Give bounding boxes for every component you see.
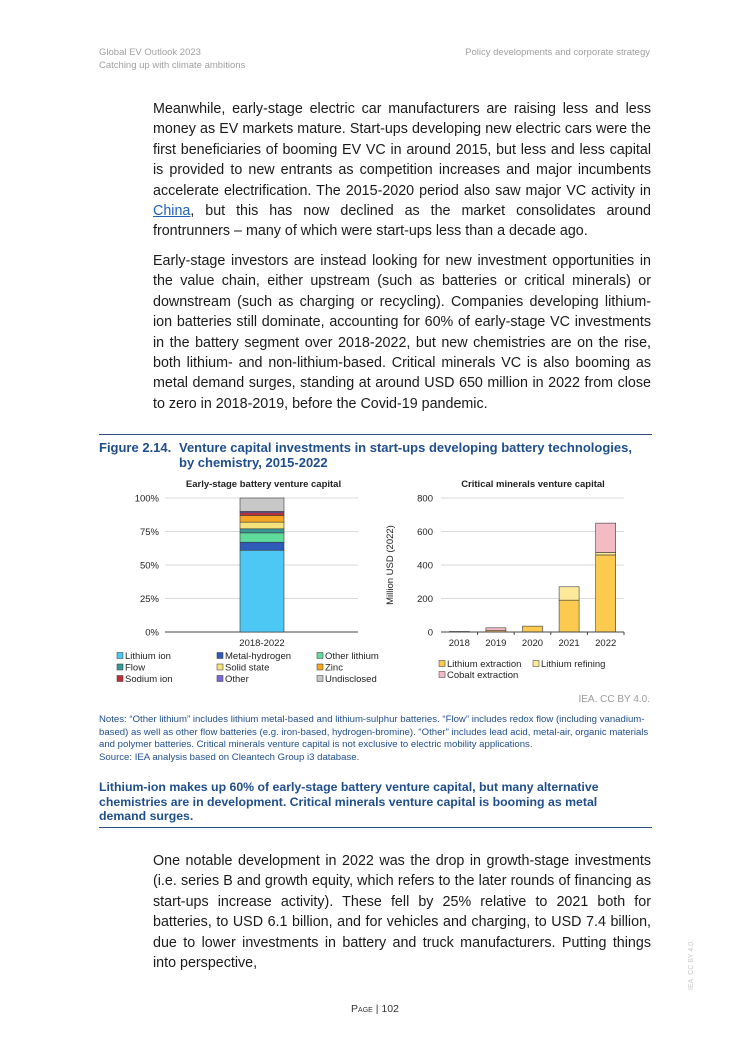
chart1-ytick-label: 75% [139, 527, 159, 538]
page-number [0, 1003, 750, 1015]
chart1-xtick-label: 2018-2022 [239, 638, 285, 649]
chart1-legend-swatch [217, 653, 223, 659]
figure-credit: IEA. CC BY 4.0. [578, 694, 650, 705]
paragraph-1 [153, 99, 651, 242]
chart2-legend-label: Cobalt extraction [447, 670, 519, 681]
header-section: Policy developments and corporate strategy [465, 47, 650, 58]
chart1-legend-label: Sodium ion [125, 674, 173, 685]
page-label: Page [351, 1003, 373, 1015]
chart1-ytick-label: 25% [139, 594, 159, 605]
chart1-title: Early-stage battery venture capital [185, 479, 342, 490]
chart1-bar-segment [240, 513, 284, 516]
chart2-bar-segment [596, 552, 616, 555]
chart2-ytick-label: 600 [417, 527, 433, 538]
chart1-legend-swatch [117, 676, 123, 682]
chart1-bar-segment [240, 515, 284, 522]
figure-bottom-rule [99, 827, 652, 828]
chart1-bar-segment [240, 498, 284, 511]
chart2-ytick-label: 0 [427, 627, 433, 639]
side-credit: IEA. CC BY 4.0. [688, 939, 695, 990]
chart1-legend-label: Undisclosed [325, 674, 377, 685]
chart1-legend-label: Other [225, 674, 249, 685]
chart1-bar-segment [240, 550, 284, 632]
chart1-legend-swatch [317, 653, 323, 659]
chart2-bar-segment [596, 555, 616, 632]
header-subtitle: Catching up with climate ambitions [99, 60, 246, 71]
chart1-legend-label: Lithium ion [125, 651, 171, 662]
header-title: Global EV Outlook 2023 [99, 47, 201, 58]
chart1-bar-segment [240, 542, 284, 550]
chart2-bar-segment [559, 587, 579, 600]
chart2-xtick-label: 2019 [485, 638, 507, 649]
paragraph-3: One notable development in 2022 was the drop in growth-stage investments (i.e. series B and growth equity, which refers to the later rounds of financing as start-ups increase activity). These fell by 25% relative to 2021 both for batteries, to USD 6.1 billion, and for vehicles and charging, to USD 7.4 billion, due to lower investments in battery and truck manufacturers. Putting things into perspective, [153, 853, 651, 972]
chart1-legend-label: Other lithium [325, 651, 379, 662]
figure-label: Figure 2.14. [99, 440, 172, 455]
chart2-bar-segment [523, 626, 543, 632]
figure-takeaway: Lithium-ion makes up 60% of early-stage battery venture capital, but many alternative chemistries are in development. Critical minerals venture capital is booming as metal demand surges. [99, 780, 599, 824]
chart1-bar-segment [240, 522, 284, 529]
figure-charts [0, 472, 750, 692]
page-number-value: 102 [381, 1003, 399, 1015]
chart2-bar-segment [596, 523, 616, 552]
paragraph-2: Early-stage investors are instead looking for new investment opportunities in the value chain, either upstream (such as batteries or critical minerals) or downstream (such as charging or recycling). Companies developing lithium-ion batteries still dominate, accounting for 60% of early-stage VC investments in the battery segment over 2018-2022, but new chemistries are on the rise, both lithium- and non-lithium-based. Critical minerals VC is also booming as metal demand surges, standing at around USD 650 million in 2022 from close to zero in 2018-2019, before the Covid-19 pandemic. [153, 253, 651, 412]
chart1-legend-swatch [117, 664, 123, 670]
chart2-xtick-label: 2022 [595, 638, 617, 649]
chart2-legend-swatch [439, 672, 445, 678]
chart2-xtick-label: 2021 [558, 638, 580, 649]
chart2-ytick-label: 400 [417, 560, 433, 572]
chart1-bar-segment [240, 533, 284, 542]
chart2-bar-segment [486, 628, 506, 631]
chart1-bar-segment [240, 529, 284, 533]
china-link[interactable]: China [153, 203, 191, 220]
chart2-ytick-label: 800 [417, 493, 433, 505]
document-title [99, 46, 245, 72]
page-separator: | [375, 1003, 379, 1015]
figure-title-line2: by chemistry, 2015-2022 [179, 455, 328, 470]
chart2-xtick-label: 2020 [521, 638, 544, 649]
paragraph-1-text-end: , but this has now declined as the market consolidates around frontrunners – many of which were start-ups less than a decade ago. [153, 203, 651, 240]
chart1-legend-swatch [217, 676, 223, 682]
paragraph-1-text: Meanwhile, early-stage electric car manufacturers are raising less and less money as EV markets mature. Start-ups developing new electric cars were the first beneficiaries of booming EV VC in around 2015, but less and less capital is provided to new entrants as competition increases and major incumbents accelerate electrification. The 2015-2020 period also saw major VC activity in [153, 101, 651, 199]
chart2-ytick-label: 200 [417, 594, 433, 605]
chart1-ytick-label: 100% [134, 493, 159, 505]
figure-title-line1: Venture capital investments in start-ups developing battery technologies, [179, 440, 632, 455]
figure-notes: Notes: “Other lithium” includes lithium metal-based and lithium-sulphur batteries. “Flow” includes redox flow (including vanadium-based) as well as other flow batteries (e.g. iron-based, hydrogen-bromine). “Other” includes lead acid, metal-air, organic materials and polymer batteries. Critical minerals venture capital is not exclusive to electric mobility applications. [99, 714, 649, 751]
chart1-legend-label: Metal-hydrogen [225, 651, 292, 662]
figure-source: Source: IEA analysis based on Cleantech Group i3 database. [99, 752, 360, 763]
figure-title [99, 440, 652, 470]
chart1-legend-label: Zinc [325, 662, 343, 674]
chart2-xtick-label: 2018 [448, 638, 470, 649]
chart2-title: Critical minerals venture capital [461, 479, 605, 490]
chart1-ytick-label: 0% [145, 627, 159, 639]
chart2-ylabel: Million USD (2022) [385, 525, 396, 605]
chart1-legend-swatch [117, 653, 123, 659]
figure-top-rule [99, 434, 652, 435]
chart2-bar-segment [559, 600, 579, 632]
chart2-legend-swatch [533, 661, 539, 667]
chart2-legend-label: Lithium extraction [447, 659, 522, 670]
chart1-legend-swatch [317, 664, 323, 670]
chart1-legend-swatch [217, 664, 223, 670]
chart2-legend-label: Lithium refining [541, 659, 606, 670]
chart2-legend-swatch [439, 661, 445, 667]
chart1-legend-label: Flow [125, 662, 146, 674]
chart1-ytick-label: 50% [139, 560, 159, 572]
chart1-legend-label: Solid state [225, 662, 270, 674]
chart1-legend-swatch [317, 676, 323, 682]
